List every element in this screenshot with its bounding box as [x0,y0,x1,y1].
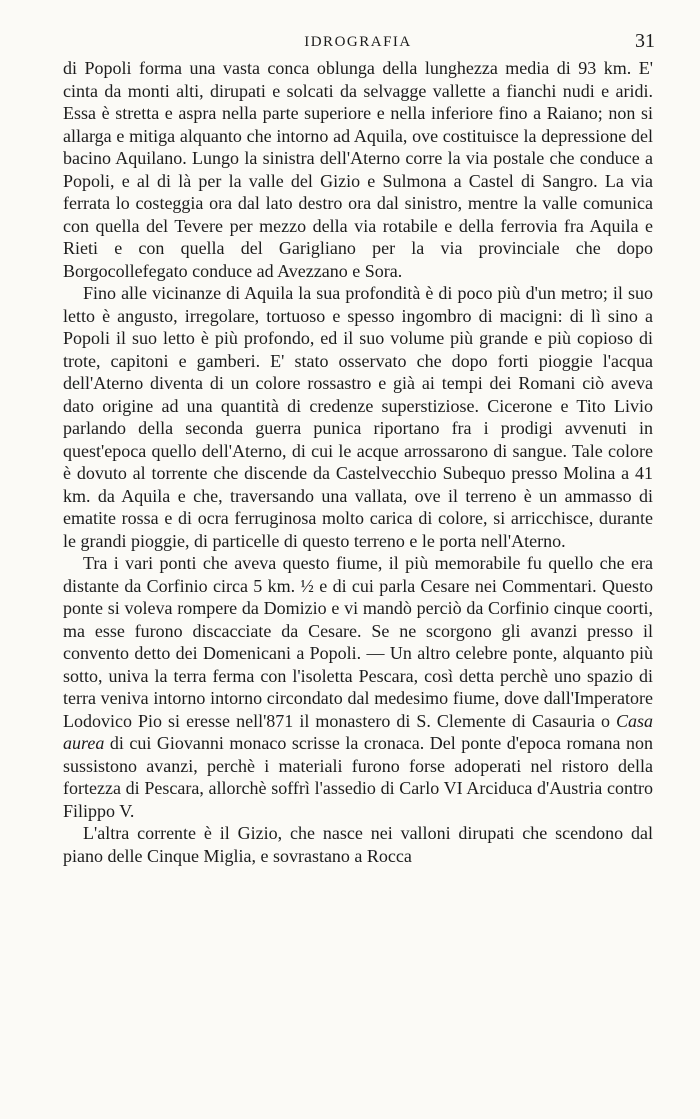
page-number: 31 [635,30,655,52]
paragraph [63,552,653,822]
paragraph-text: di cui Giovanni monaco scrisse la cronaca. Del ponte d'epoca romana non sussistono avanzi, perchè i materiali furono forse adoperati nel ristoro della fortezza di Pescara, allorchè soffrì l'assedio di Carlo VI Arciduca d'Austria contro Filippo V. [63,733,653,821]
paragraph: Fino alle vicinanze di Aquila la sua profondità è di poco più d'un metro; il suo letto è angusto, irregolare, tortuoso e spesso ingombro di macigni: di lì sino a Popoli il suo letto è più profondo, ed il suo volume più grande e più copioso di trote, capitoni e gamberi. E' stato osservato che dopo forti pioggie l'acqua dell'Aterno diventa di un colore rossastro e già ai tempi dei Romani ciò aveva dato origine ad una quantità di credenze superstiziose. Cicerone e Tito Livio parlando della seconda guerra punica riportano fra i prodigi avvenuti in quest'epoca quello dell'Aterno, di cui le acque arrossarono di sangue. Tale colore è dovuto al torrente che discende da Castelvecchio Subequo presso Molina a 41 km. da Aquila e che, traversando una vallata, ove il terreno è un ammasso di ematite rossa e di ocra ferruginosa molto carica di colore, si arricchisce, durante le grandi pioggie, di particelle di questo terreno e le porta nell'Aterno. [63,283,653,551]
book-page [63,30,653,867]
running-head [63,30,653,56]
paragraph: di Popoli forma una vasta conca oblunga della lunghezza media di 93 km. E' cinta da monti alti, dirupati e solcati da selvagge vallette a fianchi nudi e aridi. Essa è stretta e aspra nella parte superiore e nella inferiore fino a Raiano; non si allarga e mitiga alquanto che intorno ad Aquila, ove costituisce la depressione del bacino Aquilano. Lungo la sinistra dell'Aterno corre la via postale che conduce a Popoli, e al di là per la valle del Gizio e Sulmona a Castel di Sangro. La via ferrata lo costeggia ora dal lato destro ora dal sinistro, mentre la valle comunica con quella del Tevere per mezzo della via rotabile e della ferrovia fra Aquila e Rieti e con quella del Garigliano per la via provinciale che dopo Borgocollefegato conduce ad Avezzano e Sora. [63,58,653,281]
body-text [63,57,653,867]
chapter-title: IDROGRAFIA [304,34,412,50]
italic-term: Casa aurea [63,710,653,753]
paragraph: L'altra corrente è il Gizio, che nasce nei valloni dirupati che scendono dal piano delle Cinque Miglia, e sovrastano a Rocca [63,823,653,866]
paragraph-text: Tra i vari ponti che aveva questo fiume, il più memorabile fu quello che era distante da Corfinio circa 5 km. ½ e di cui parla Cesare nei Commentari. Questo ponte si voleva rompere da Domizio e vi mandò perciò da Corfinio cinque coorti, ma esse furono discacciate da Cesare. Se ne scorgono gli avanzi presso il convento detto dei Domenicani a Popoli. — Un altro celebre ponte, alquanto più sotto, univa la terra ferma con l'isoletta Pescara, così detta perchè uno spazio di terra veniva intorno intorno circondato dal medesimo fiume, dove dall'Imperatore Lodovico Pio si eresse nell'871 il monastero di S. Clemente di Casauria o [63,553,653,731]
